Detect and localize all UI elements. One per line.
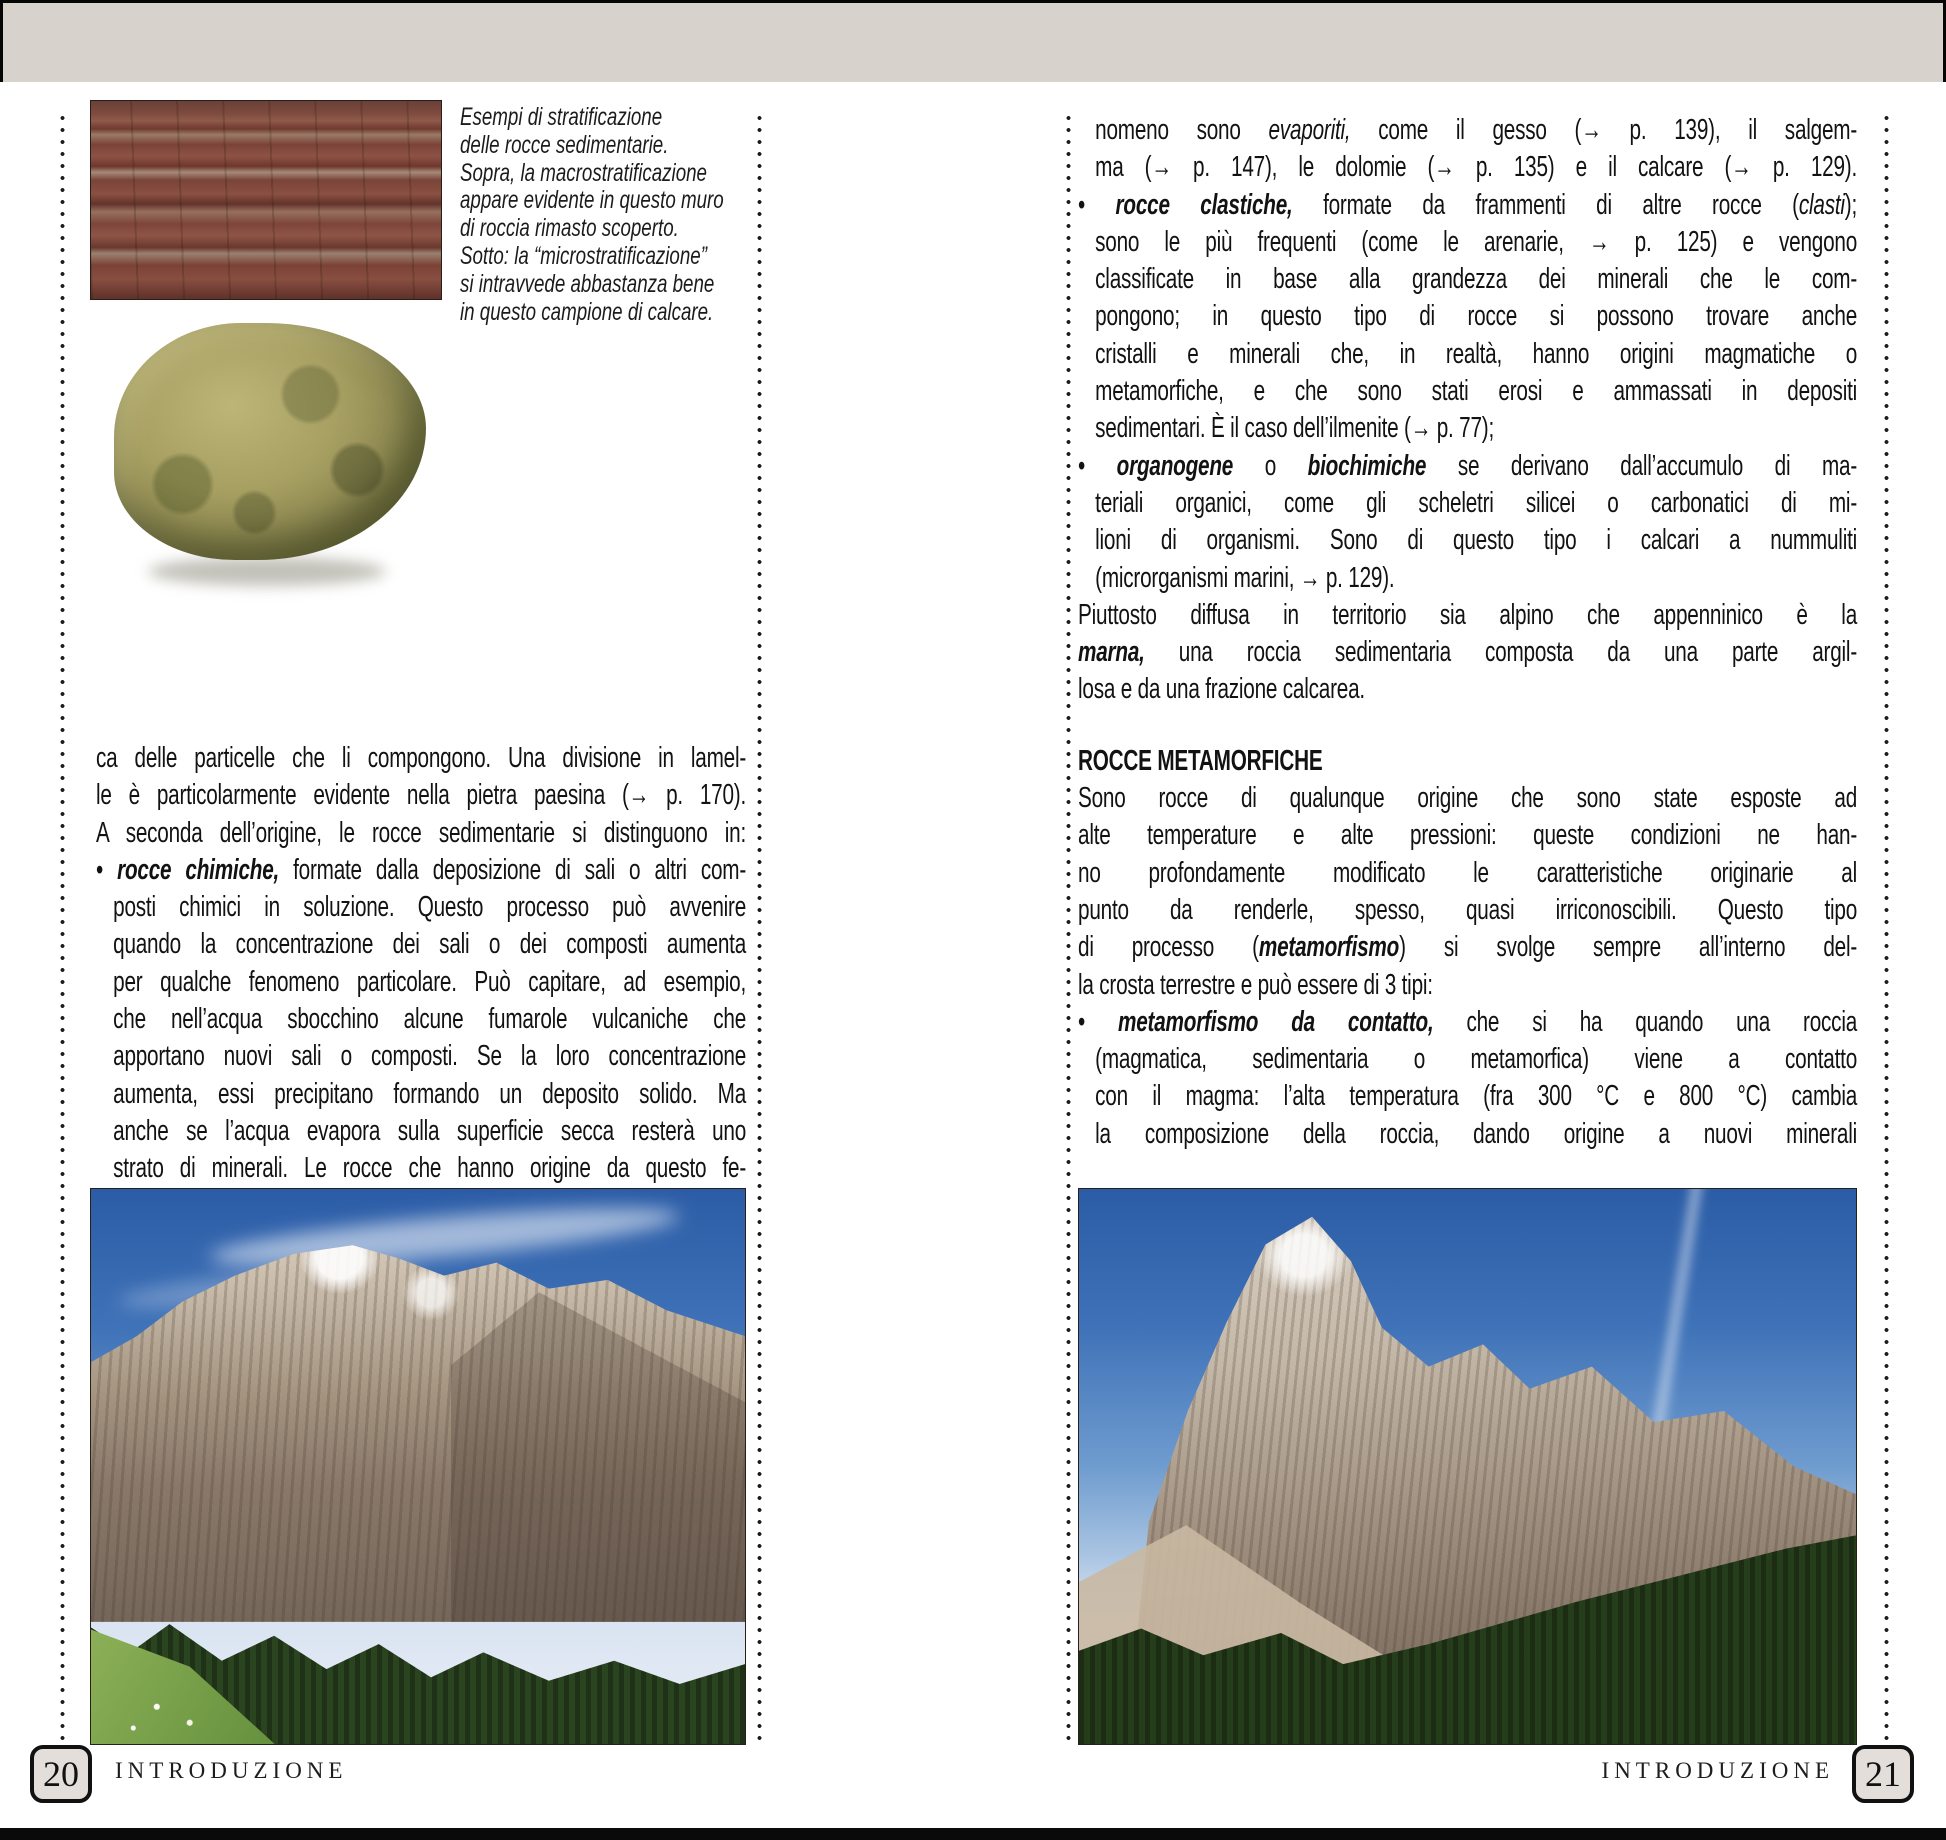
text-line: di roccia rimasto scoperto. [460, 214, 679, 243]
running-head-left: INTRODUZIONE [115, 1758, 348, 1783]
text-line: si intravvede abbastanza bene [460, 269, 715, 298]
bottom-border-bar [0, 1828, 1946, 1840]
text-line: • metamorfismo da contatto, che si ha quando una roccia [1078, 1005, 1858, 1038]
text-line: pongono; in questo tipo di rocce si possono trovare anche [1095, 300, 1858, 333]
text-line: in questo campione di calcare. [460, 297, 714, 326]
text-line: • rocce clastiche, formate da frammenti di altre rocce (clasti); [1078, 188, 1858, 221]
text-line: no profondamente modificato le caratteristiche originarie al [1078, 856, 1858, 889]
text-line: Sono rocce di qualunque origine che sono state esposte ad [1078, 782, 1858, 815]
text-line: ca delle particelle che li compongono. Una divisione in lamel- [96, 742, 747, 774]
text-line: cristalli e minerali che, in realtà, hanno origini magmatiche o [1095, 337, 1858, 370]
text-line: per qualche fenomeno particolare. Può capitare, ad esempio, [113, 965, 747, 998]
text-line: teriali organici, come gli scheletri silicei o carbonatici di mi- [1095, 486, 1858, 519]
text-line: strato di minerali. Le rocce che hanno origine da questo fe- [113, 1152, 747, 1185]
text-line: ROCCE METAMORFICHE [1078, 744, 1323, 777]
page-number-left: 20 [30, 1745, 92, 1803]
text-line: Esempi di stratificazione [460, 103, 663, 131]
text-line: sedimentari. È il caso dell’ilmenite (→ p. 77); [1095, 412, 1495, 445]
text-line: appare evidente in questo muro [460, 186, 724, 215]
text-line: aumenta, essi precipitano formando un deposito solido. Ma [113, 1077, 747, 1110]
text-line: Piuttosto diffusa in territorio sia alpino che appenninico è la [1078, 598, 1858, 631]
right-column-text [1078, 112, 1857, 1153]
dotted-rule-right-outer [1884, 112, 1889, 1748]
text-line: lioni di organismi. Sono di questo tipo i calcari a nummuliti [1095, 524, 1858, 557]
text-line: nomeno sono evaporiti, come il gesso (→ p. 139), il salgem- [1095, 114, 1858, 146]
top-banner [0, 0, 1946, 82]
left-column-text [96, 740, 746, 1188]
text-line: che nell’acqua sbocchino alcune fumarole vulcaniche che [113, 1003, 747, 1036]
text-line: classificate in base alla grandezza dei minerali che le com- [1095, 263, 1858, 296]
text-line: losa e da una frazione calcarea. [1078, 673, 1365, 706]
text-line: sono le più frequenti (come le arenarie, → p. 125) e vengono [1095, 225, 1858, 258]
limestone-rock-shape [114, 323, 427, 561]
text-line: • organogene o biochimiche se derivano dall’accumulo di ma- [1078, 449, 1858, 482]
text-line: A seconda dell’origine, le rocce sedimentarie si distinguono in: [96, 816, 747, 849]
photo-dolomite-peak [1078, 1188, 1857, 1745]
dotted-rule-left-outer [60, 112, 65, 1748]
text-line: la crosta terrestre e può essere di 3 tipi: [1078, 968, 1433, 1001]
text-line: quando la concentrazione dei sali o dei composti aumenta [113, 928, 747, 961]
sample-shadow [148, 557, 386, 586]
text-line: punto da renderle, spesso, quasi irriconoscibili. Questo tipo [1078, 893, 1858, 926]
text-line: con il magma: l’alta temperatura (fra 300 °C e 800 °C) cambia [1095, 1080, 1858, 1113]
text-line: (microrganismi marini, → p. 129). [1095, 561, 1395, 594]
photo-dolomites-panorama [90, 1188, 746, 1745]
text-line: di processo (metamorfismo) si svolge sempre all’interno del- [1078, 931, 1858, 964]
page-number-right: 21 [1852, 1745, 1914, 1803]
text-line: • rocce chimiche, formate dalla deposizione di sali o altri com- [96, 853, 747, 886]
photo-caption [460, 104, 745, 326]
text-line: ma (→ p. 147), le dolomie (→ p. 135) e il calcare (→ p. 129). [1095, 151, 1858, 184]
text-line: le è particolarmente evidente nella pietra paesina (→ p. 170). [96, 779, 747, 812]
running-head-right: INTRODUZIONE [1601, 1758, 1834, 1783]
text-line: marna, una roccia sedimentaria composta da una parte argil- [1078, 636, 1858, 669]
dotted-rule-right-inner [1066, 112, 1071, 1748]
text-line: anche se l’acqua evapora sulla superficie secca resterà uno [113, 1114, 747, 1147]
text-line: apportano nuovi sali o composti. Se la loro concentrazione [113, 1040, 747, 1073]
photo-stratified-rock [90, 100, 442, 300]
text-line: Sotto: la “microstratificazione” [460, 241, 707, 270]
text-line: posti chimici in soluzione. Questo processo può avvenire [113, 891, 747, 924]
text-line: Sopra, la macrostratificazione [460, 158, 707, 187]
dotted-rule-left-inner [757, 112, 762, 1748]
text-line: delle rocce sedimentarie. [460, 130, 669, 159]
text-line: alte temperature e alte pressioni: queste condizioni ne han- [1078, 819, 1858, 852]
text-line: metamorfiche, e che sono stati erosi e ammassati in depositi [1095, 375, 1858, 408]
text-line: la composizione della roccia, dando origine a nuovi minerali [1095, 1117, 1858, 1150]
photo-limestone-sample [100, 308, 440, 598]
top-border-line [0, 0, 1946, 3]
left-edge-line [0, 0, 3, 82]
text-line: (magmatica, sedimentaria o metamorfica) viene a contatto [1095, 1043, 1858, 1076]
